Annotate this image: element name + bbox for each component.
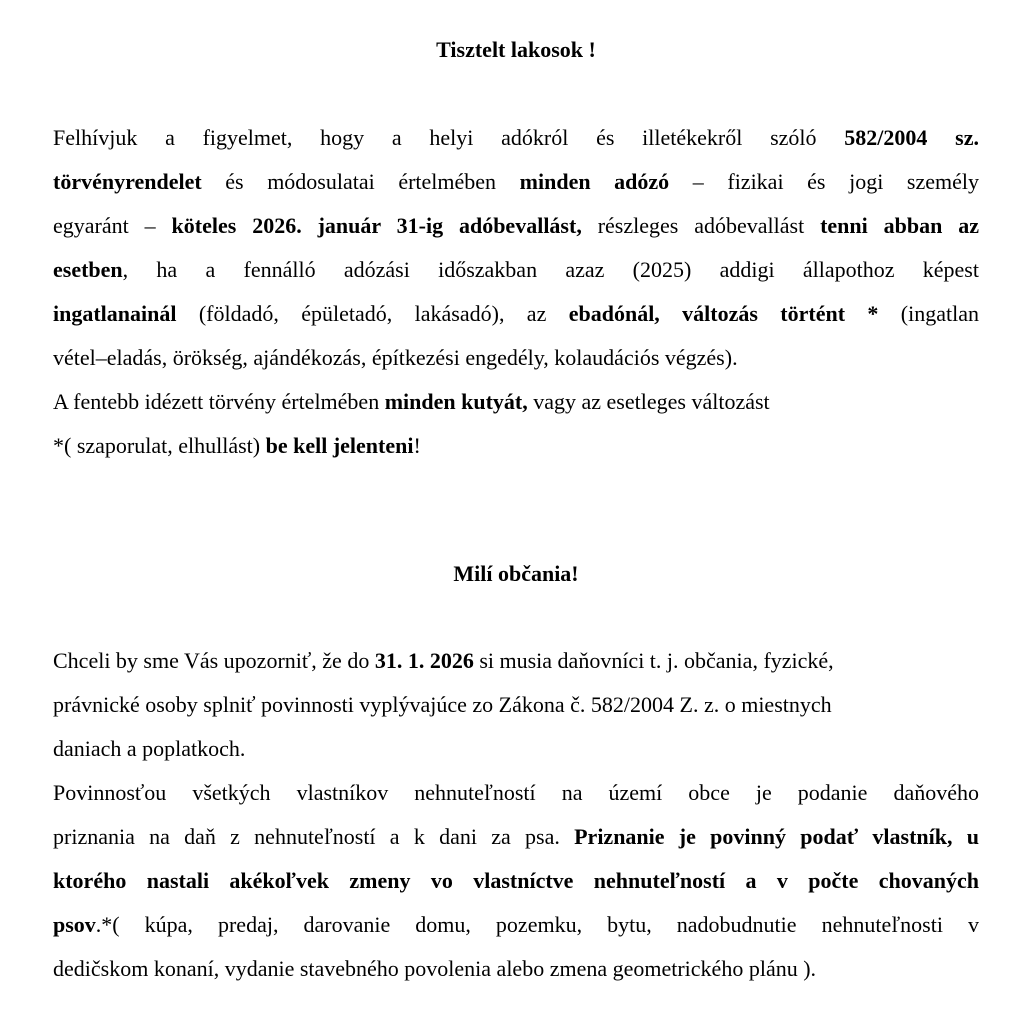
text-run: egyaránt – xyxy=(53,213,172,238)
text-line xyxy=(53,683,979,727)
bold-text: 31. 1. 2026 xyxy=(374,648,474,673)
bold-text: psov xyxy=(53,912,96,937)
text-line xyxy=(53,204,979,248)
bold-text: ingatlanainál xyxy=(53,301,177,326)
bold-text: ktorého nastali akékoľvek zmeny vo vlastníctve nehnuteľností a v počte chovaných xyxy=(53,868,979,893)
text-line xyxy=(53,336,979,380)
text-run: dedičskom konaní, vydanie stavebného povolenia alebo zmena geometrického plánu ). xyxy=(53,956,817,981)
bold-text: esetben xyxy=(53,257,123,282)
text-run: (földadó, épületadó, lakásadó), az xyxy=(176,301,569,326)
bold-text: Priznanie je povinný podať vlastník, u xyxy=(574,824,979,849)
paragraph-slovak xyxy=(53,639,979,991)
text-run: daniach a poplatkoch. xyxy=(53,736,246,761)
text-run: – fizikai és jogi személy xyxy=(669,169,979,194)
text-run: , ha a fennálló adózási időszakban azaz (2025) addigi állapothoz képest xyxy=(122,257,979,282)
text-line xyxy=(53,380,979,424)
text-run: Felhívjuk a figyelmet, hogy a helyi adókról és illetékekről szóló xyxy=(53,125,845,150)
text-run: Povinnosťou všetkých vlastníkov nehnuteľností na území obce je podanie daňového xyxy=(53,780,979,805)
bold-text: minden kutyát, xyxy=(384,389,528,414)
text-run: Chceli by sme Vás upozorniť, že do xyxy=(53,648,375,673)
bold-text: tenni abban az xyxy=(820,213,979,238)
text-line xyxy=(53,771,979,815)
text-line xyxy=(53,903,979,947)
bold-text: köteles 2026. január 31-ig adóbevallást, xyxy=(171,213,582,238)
paragraph-hungarian xyxy=(53,116,979,468)
bold-text: ebadónál, változás történt * xyxy=(568,301,879,326)
title-slovak: Milí občania! xyxy=(453,561,579,586)
text-run: A fentebb idézett törvény értelmében xyxy=(53,389,385,414)
bold-text: 582/2004 sz. xyxy=(844,125,979,150)
text-run: právnické osoby splniť povinnosti vyplývajúce zo Zákona č. 582/2004 Z. z. o miestnych xyxy=(53,692,832,717)
text-line xyxy=(53,815,979,859)
text-line xyxy=(53,639,979,683)
text-run: (ingatlan xyxy=(878,301,979,326)
text-line xyxy=(53,859,979,903)
text-run: vétel–eladás, örökség, ajándékozás, építkezési engedély, kolaudációs végzés). xyxy=(53,345,738,370)
bold-text: be kell jelenteni xyxy=(265,433,414,458)
text-run: ! xyxy=(413,433,421,458)
text-line xyxy=(53,947,979,991)
text-run: priznania na daň z nehnuteľností a k dani za psa. xyxy=(53,824,575,849)
text-line xyxy=(53,292,979,336)
text-run: .*( kúpa, predaj, darovanie domu, pozemku, bytu, nadobudnutie nehnuteľnosti v xyxy=(95,912,979,937)
text-line xyxy=(53,160,979,204)
bold-text: minden adózó xyxy=(519,169,670,194)
text-line xyxy=(53,727,979,771)
text-line xyxy=(53,116,979,160)
text-run: vagy az esetleges változást xyxy=(527,389,770,414)
text-run: részleges adóbevallást xyxy=(581,213,821,238)
text-line xyxy=(53,248,979,292)
title-hungarian: Tisztelt lakosok ! xyxy=(436,37,596,62)
text-line xyxy=(53,424,979,468)
text-run: si musia daňovníci t. j. občania, fyzické, xyxy=(473,648,834,673)
text-run: és módosulatai értelmében xyxy=(201,169,520,194)
bold-text: törvényrendelet xyxy=(53,169,202,194)
text-run: *( szaporulat, elhullást) xyxy=(53,433,266,458)
